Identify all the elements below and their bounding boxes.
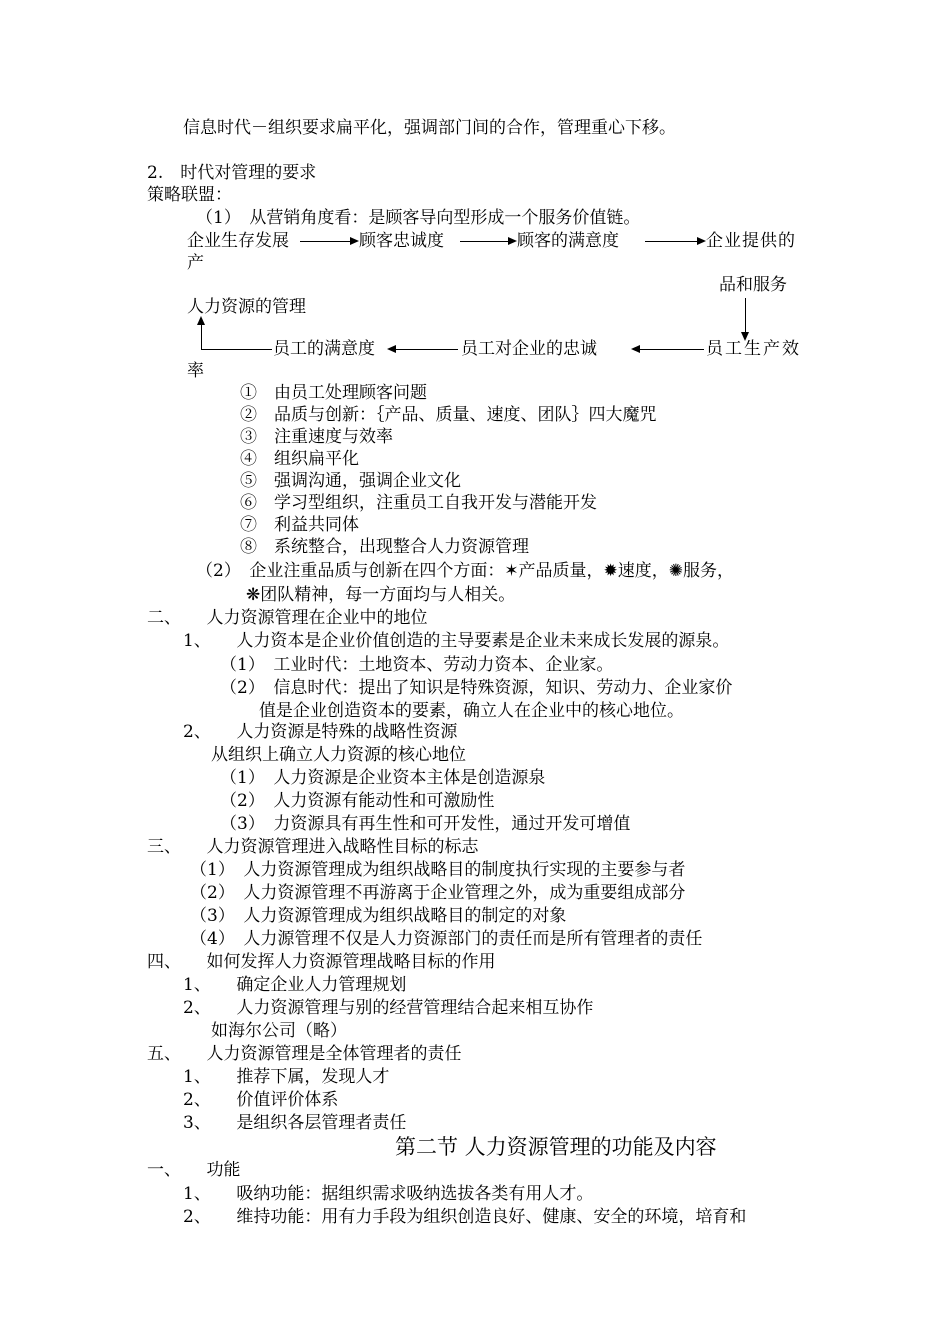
section-2-heading: 2. 时代对管理的要求 — [147, 163, 317, 183]
node-enterprise-survival: 企业生存发展 — [187, 231, 289, 251]
node-productivity-wrap: 率 — [187, 361, 204, 381]
function-item-2: 2、 维持功能：用有力手段为组织创造良好、健康、安全的环境，培育和 — [183, 1207, 747, 1227]
section-er-item-2b: （2） 人力资源有能动性和可激励性 — [220, 791, 495, 811]
alliance-label: 策略联盟： — [147, 185, 232, 205]
node-employee-satisfaction: 员工的满意度 — [273, 339, 375, 359]
intro-line: 信息时代－组织要求扁平化，强调部门间的合作，管理重心下移。 — [183, 118, 676, 138]
section-er-item-1b-cont: 值是企业创造资本的要素，确立人在企业中的核心地位。 — [259, 701, 684, 721]
section-san-item-3: （3） 人力资源管理成为组织战略目的制定的对象 — [190, 906, 567, 926]
circled-item-3: ③ 注重速度与效率 — [240, 427, 393, 447]
node-customer-loyalty: 顾客忠诚度 — [359, 231, 444, 251]
node-products-services: 企业提供的 — [706, 231, 796, 251]
node-customer-satisfaction: 顾客的满意度 — [517, 231, 619, 251]
section-er-item-2-sub: 从组织上确立人力资源的核心地位 — [211, 745, 466, 765]
arrow-3 — [645, 241, 697, 242]
arrow-bottom-left-line — [201, 349, 272, 350]
section-wu-item-3: 3、 是组织各层管理者责任 — [183, 1113, 407, 1133]
function-item-1: 1、 吸纳功能：据组织需求吸纳选拔各类有用人才。 — [183, 1184, 594, 1204]
section-er-item-2c: （3） 力资源具有再生性和可开发性，通过开发可增值 — [220, 814, 631, 834]
circled-item-4: ④ 组织扁平化 — [240, 449, 359, 469]
section-er-item-1: 1、 人力资本是企业价值创造的主导要素是企业未来成长发展的源泉。 — [183, 631, 730, 651]
chapter-section-title: 第二节 人力资源管理的功能及内容 — [395, 1135, 717, 1159]
arrow-5-head — [387, 345, 396, 353]
point-1: （1） 从营销角度看：是顾客导向型形成一个服务价值链。 — [196, 208, 641, 228]
circled-item-6: ⑥ 学习型组织，注重员工自我开发与潜能开发 — [240, 493, 597, 513]
circled-item-1: ① 由员工处理顾客问题 — [240, 383, 427, 403]
section-san-item-2: （2） 人力资源管理不再游离于企业管理之外，成为重要组成部分 — [190, 883, 686, 903]
arrow-4-head — [631, 345, 640, 353]
section-er-item-1a: （1） 工业时代：土地资本、劳动力资本、企业家。 — [220, 655, 614, 675]
arrow-1-head — [350, 237, 359, 245]
arrow-5 — [396, 349, 458, 350]
arrow-4 — [640, 349, 704, 350]
section-er-item-2a: （1） 人力资源是企业资本主体是创造源泉 — [220, 768, 546, 788]
arrow-up-line — [201, 325, 202, 349]
section-si-item-2: 2、 人力资源管理与别的经营管理结合起来相互协作 — [183, 998, 594, 1018]
circled-item-2: ② 品质与创新：｛产品、质量、速度、团队｝四大魔咒 — [240, 405, 657, 425]
circled-item-8: ⑧ 系统整合，出现整合人力资源管理 — [240, 537, 529, 557]
section-si-item-1: 1、 确定企业人力管理规划 — [183, 975, 407, 995]
section-san-item-1: （1） 人力资源管理成为组织战略目的制度执行实现的主要参与者 — [190, 860, 686, 880]
node-hr-management: 人力资源的管理 — [187, 297, 306, 317]
circled-item-7: ⑦ 利益共同体 — [240, 515, 359, 535]
arrow-2-head — [508, 237, 517, 245]
circled-item-5: ⑤ 强调沟通，强调企业文化 — [240, 471, 461, 491]
section-wu-item-2: 2、 价值评价体系 — [183, 1090, 339, 1110]
point-2-cont: ❋团队精神，每一方面均与人相关。 — [246, 585, 516, 605]
node-employee-loyalty: 员工对企业的忠诚 — [461, 339, 597, 359]
node-products-services-cont: 品和服务 — [719, 275, 787, 295]
section-wu-item-1: 1、 推荐下属，发现人才 — [183, 1067, 390, 1087]
section-san-heading: 三、 人力资源管理进入战略性目标的标志 — [147, 837, 479, 857]
point-2: （2） 企业注重品质与创新在四个方面：✶产品质量，✹速度，✺服务， — [196, 561, 735, 581]
arrow-2 — [460, 241, 508, 242]
section-wu-heading: 五、 人力资源管理是全体管理者的责任 — [147, 1044, 462, 1064]
node-employee-productivity: 员工生产效 — [706, 339, 801, 359]
section-er-heading: 二、 人力资源管理在企业中的地位 — [147, 608, 428, 628]
section-er-item-2: 2、 人力资源是特殊的战略性资源 — [183, 722, 458, 742]
section-san-item-4: （4） 人力源管理不仅是人力资源部门的责任而是所有管理者的责任 — [190, 929, 703, 949]
arrow-up-head — [197, 316, 205, 325]
section-si-heading: 四、 如何发挥人力资源管理战略目标的作用 — [147, 952, 496, 972]
section-er-item-1b: （2） 信息时代：提出了知识是特殊资源，知识、劳动力、企业家价 — [220, 678, 733, 698]
arrow-1 — [300, 241, 350, 242]
arrow-3-head — [697, 237, 706, 245]
functions-heading: 一、 功能 — [147, 1160, 241, 1180]
section-si-example: 如海尔公司（略） — [211, 1021, 347, 1041]
arrow-down-line — [745, 298, 746, 332]
node-products-wrap: 产 — [187, 253, 204, 273]
